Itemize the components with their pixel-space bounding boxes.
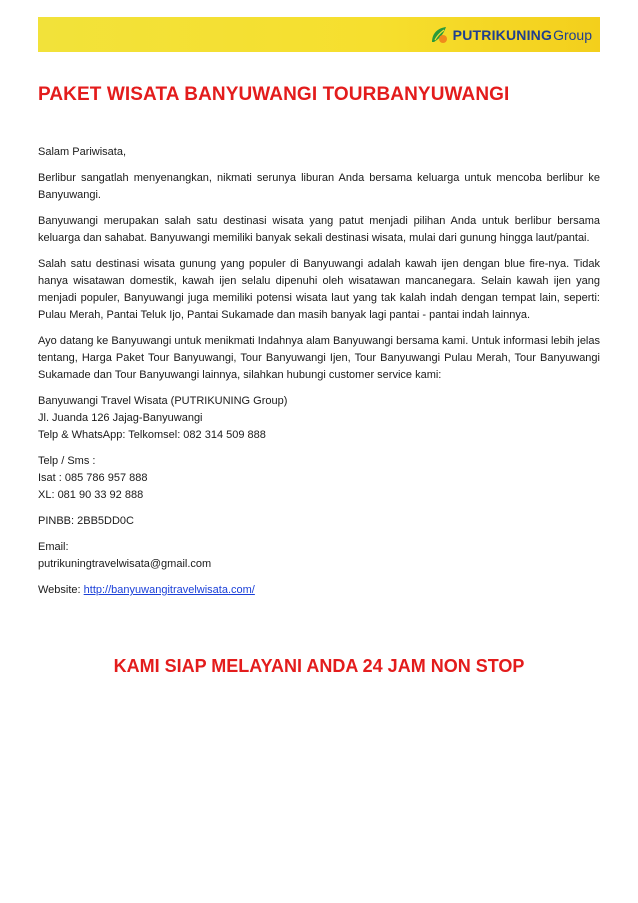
phone-heading: Telp / Sms : — [38, 455, 96, 467]
phone-xl: XL: 081 90 33 92 888 — [38, 489, 144, 501]
website-block — [38, 582, 600, 599]
paragraph-call-to-action: Ayo datang ke Banyuwangi untuk menikmati Indahnya alam Banyuwangi bersama kami. Untuk informasi lebih jelas tentang, Harga Paket Tour Banyuwangi, Tour Banyuwangi Ijen, Tour Banyuwangi Pulau Merah, Tour Banyuwangi Sukamade dan Tour Banyuwangi lainnya, silahkan hubungi customer service kami: — [38, 335, 600, 381]
paragraph-intro: Berlibur sangatlah menyenangkan, nikmati serunya liburan Anda bersama keluarga untuk mencoba berlibur ke Banyuwangi. — [38, 172, 600, 201]
phone-isat: Isat : 085 786 957 888 — [38, 472, 148, 484]
pinbb: PINBB: 2BB5DD0C — [38, 515, 134, 527]
contact-block — [38, 393, 600, 444]
header-banner — [38, 17, 600, 52]
paragraph-attractions: Salah satu destinasi wisata gunung yang populer di Banyuwangi adalah kawah ijen dengan blue fire-nya. Tidak hanya wisatawan domestik, kawah ijen selalu dipenuhi oleh wisatawan mancanegara. Selain kawah ijen yang menjadi populer, Banyuwangi juga memiliki potensi wisata laut yang tak kalah indah dengan tempat lain, seperti: Pulau Merah, Pantai Teluk Ijo, Pantai Sukamade dan masih banyak lagi pantai - pantai indah lainnya. — [38, 258, 600, 321]
company-logo — [428, 24, 592, 46]
document-body — [38, 84, 600, 608]
leaf-logo-icon — [428, 24, 450, 46]
contact-address: Jl. Juanda 126 Jajag-Banyuwangi — [38, 412, 203, 424]
email-address: putrikuningtravelwisata@gmail.com — [38, 558, 212, 570]
paragraph-destinations: Banyuwangi merupakan salah satu destinasi wisata yang patut menjadi pilihan Anda untuk berlibur bersama keluarga dan sahabat. Banyuwangi memiliki banyak sekali destinasi wisata, mulai dari gunung hingga laut/pantai. — [38, 215, 600, 244]
website-link[interactable]: http://banyuwangitravelwisata.com/ — [83, 584, 255, 596]
closing-slogan: KAMI SIAP MELAYANI ANDA 24 JAM NON STOP — [113, 656, 525, 676]
email-label: Email: — [38, 541, 69, 553]
logo-text-sub: Group — [553, 27, 592, 43]
contact-telp-wa: Telp & WhatsApp: Telkomsel: 082 314 509 888 — [38, 429, 266, 441]
page-title: PAKET WISATA BANYUWANGI TOURBANYUWANGI — [38, 84, 510, 105]
website-label: Website: — [38, 584, 84, 596]
phone-block — [38, 453, 600, 504]
greeting: Salam Pariwisata, — [38, 146, 127, 158]
contact-company: Banyuwangi Travel Wisata (PUTRIKUNING Group) — [38, 395, 288, 407]
logo-text-main: PUTRIKUNING — [452, 27, 553, 43]
email-block — [38, 539, 600, 573]
